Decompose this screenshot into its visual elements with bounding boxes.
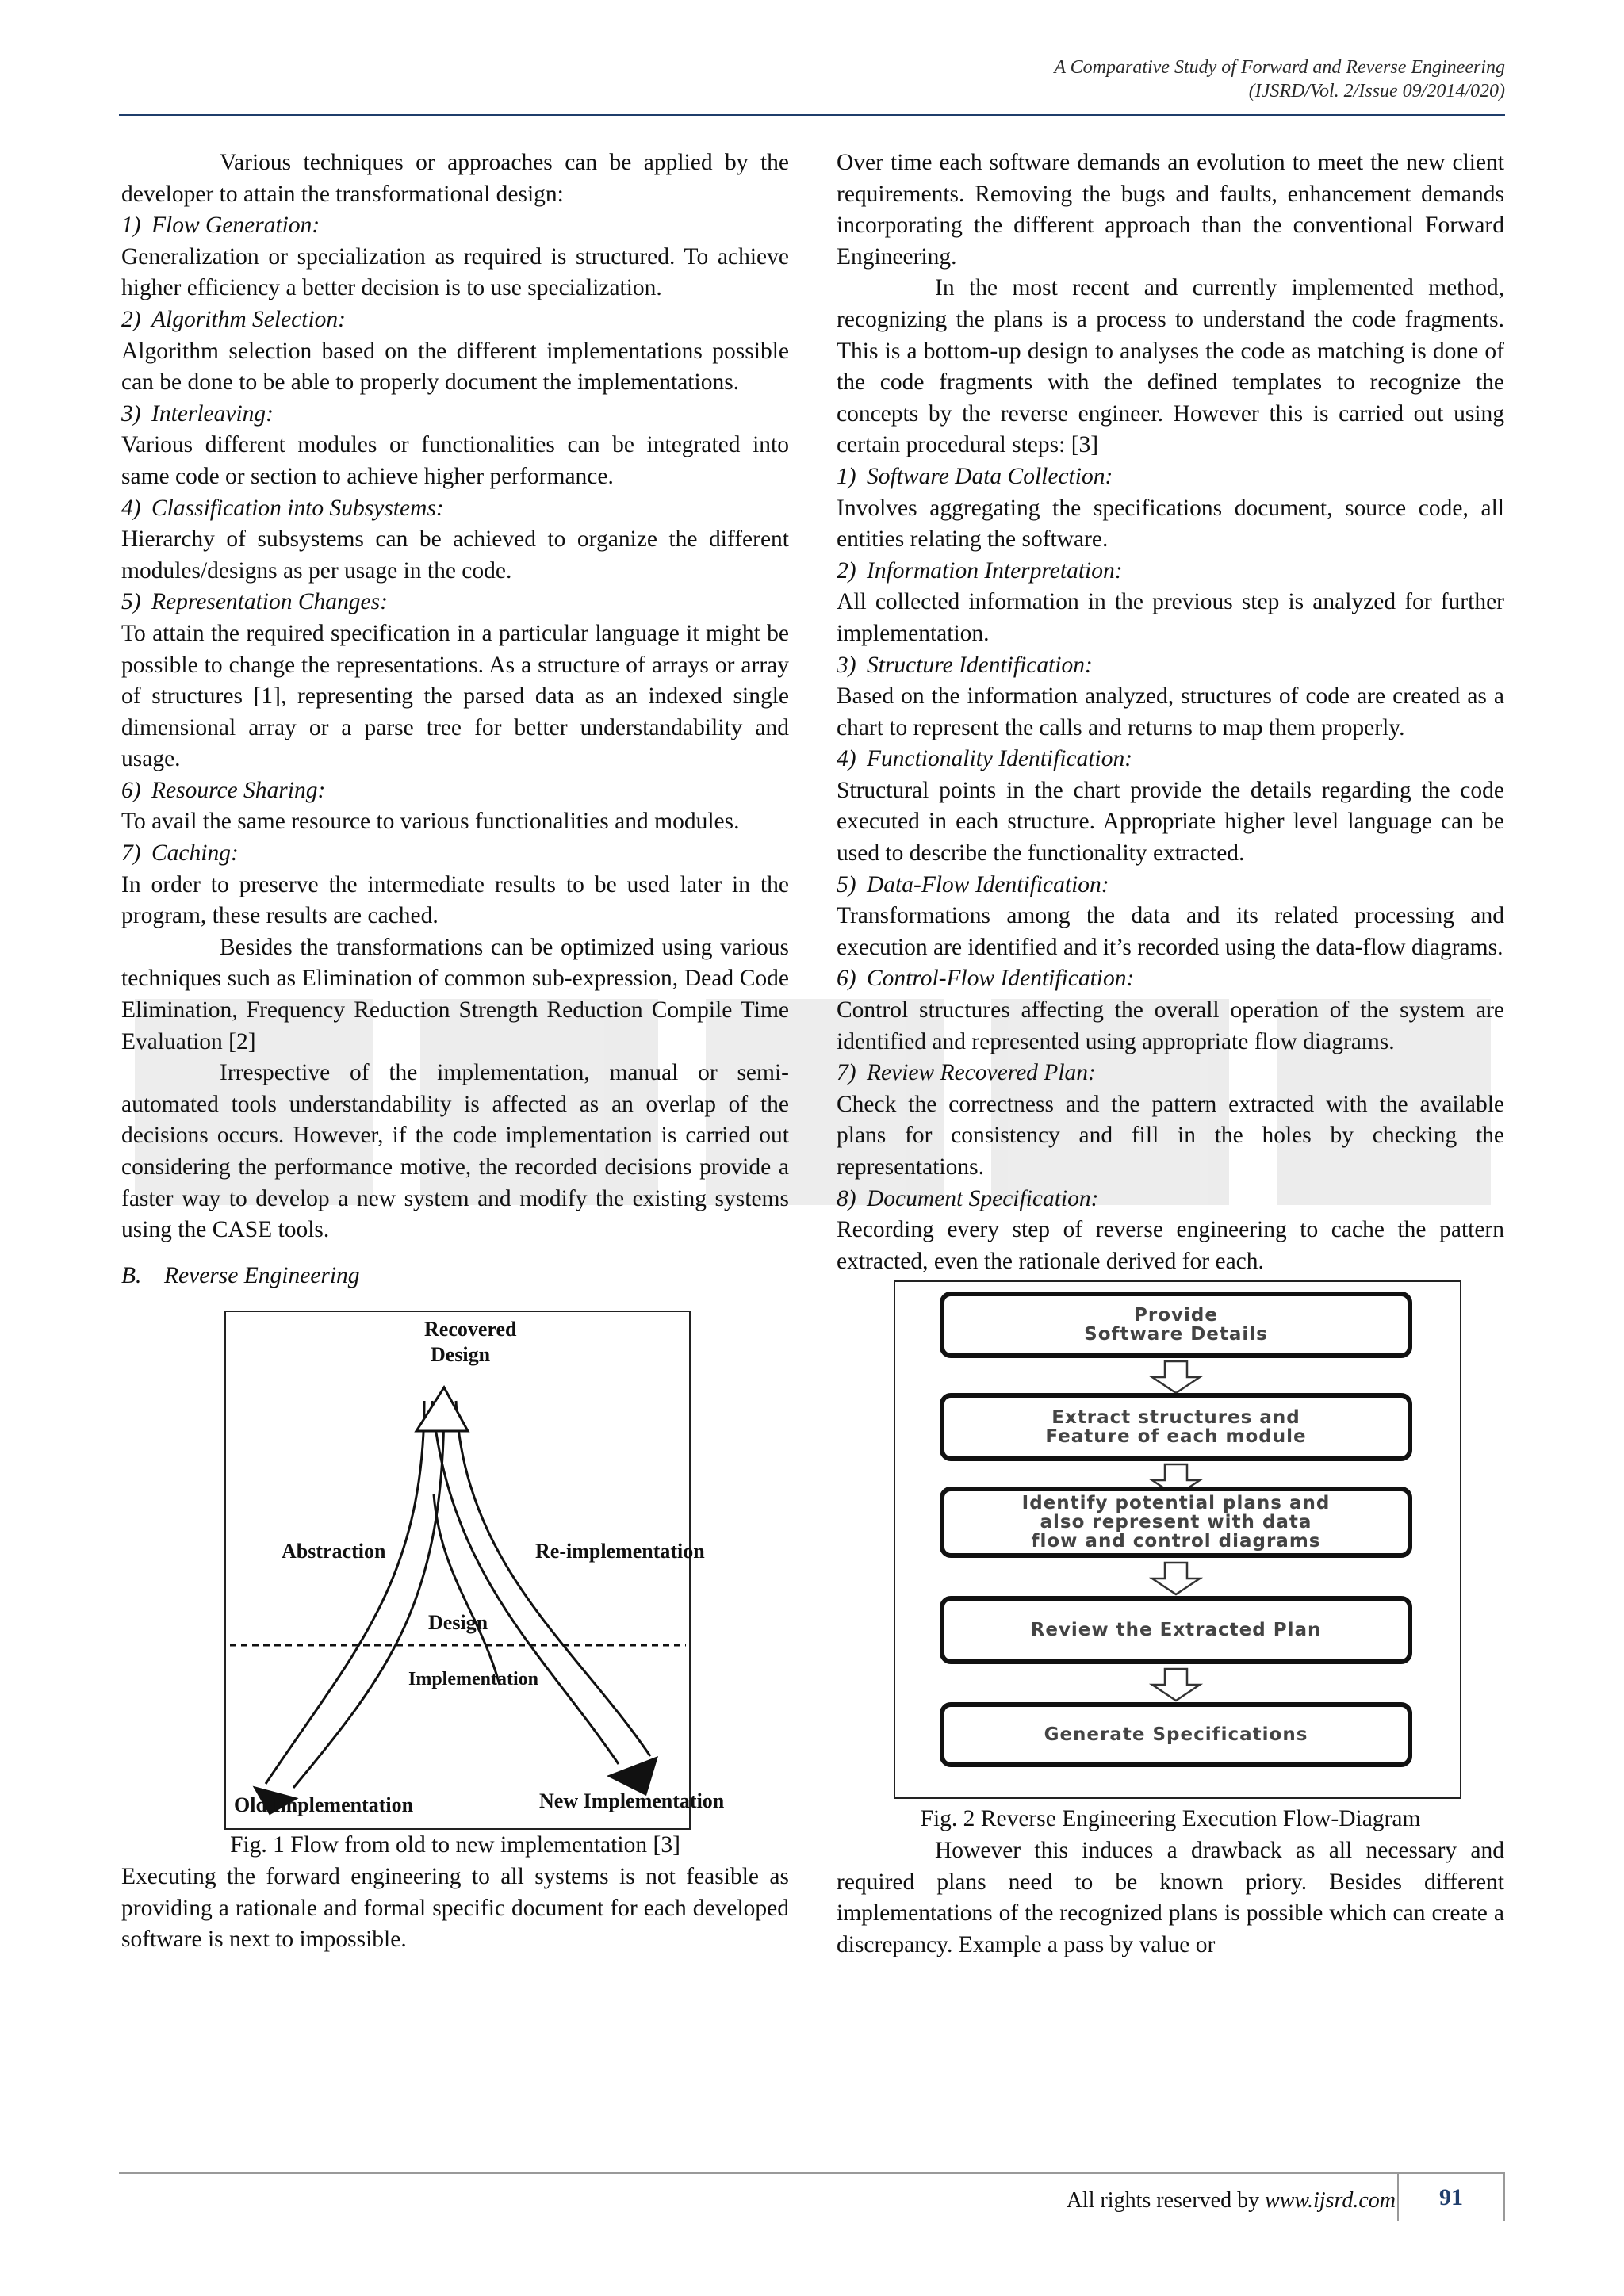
- flow-box-provide-details: Provide Software Details: [940, 1292, 1412, 1358]
- executing-paragraph: Executing the forward engineering to all systems is not feasible as providing a rationale and formal specific document for each developed software is next to impossible.: [121, 1863, 789, 1953]
- flow-box-extract-structures: Extract structures and Feature of each module: [940, 1393, 1412, 1461]
- body-paragraph: All collected information in the previous step is analyzed for further implementation.: [837, 589, 1504, 646]
- overtime-paragraph: Over time each software demands an evolution to meet the new client requirements. Removing the bugs and faults, enhancement demands incorporating the different approach than the conventional Forward Engineering.: [837, 150, 1504, 270]
- besides-paragraph: Besides the transformations can be optimized using various techniques such as Elimination of common sub-expression, Dead Code Elimination, Frequency Reduction Strength Reduction Compile Time Evaluation [2]: [121, 934, 789, 1054]
- flow-arrow-down-icon: [1147, 1667, 1205, 1702]
- irrespective-paragraph: Irrespective of the implementation, manual or semi-automated tools understandability is affected as an overlap of the decisions occurs. However, if the code implementation is carried out considering the performance motive, the recorded decisions provide a faster way to develop a new system and modify the existing systems using the CASE tools.: [121, 1060, 789, 1243]
- body-paragraph: Involves aggregating the specifications document, source code, all entities relating the software.: [837, 495, 1504, 553]
- subheading: 7) Review Recovered Plan:: [837, 1060, 1096, 1086]
- figure-2-caption: Fig. 2 Reverse Engineering Execution Flow-Diagram: [920, 1806, 1421, 1832]
- running-header: [119, 55, 1505, 116]
- footer-site-link[interactable]: www.ijsrd.com: [1265, 2188, 1396, 2213]
- body-paragraph: Structural points in the chart provide the details regarding the code executed in each structure. Appropriate higher level language can be used to describe the functionality extracted.: [837, 777, 1504, 867]
- figure-2: [894, 1280, 1461, 1799]
- subheading: 4) Functionality Identification:: [837, 746, 1133, 772]
- body-paragraph: Various different modules or functionalities can be integrated into same code or section to achieve higher performance.: [121, 432, 789, 489]
- fig1-label-reimplementation: Re-implementation: [535, 1540, 705, 1563]
- fig1-label-old-implementation: Old Implementation: [234, 1793, 414, 1817]
- body-paragraph: Check the correctness and the pattern extracted with the available plans for consistency and fill in the holes by checking the representations.: [837, 1091, 1504, 1180]
- subheading: 6) Control-Flow Identification:: [837, 966, 1135, 992]
- figure-1-caption: Fig. 1 Flow from old to new implementation [3]: [230, 1832, 680, 1858]
- subheading: 5) Data-Flow Identification:: [837, 871, 1109, 897]
- fig1-label-abstraction: Abstraction: [282, 1540, 386, 1563]
- fig1-label-design-mid: Design: [428, 1611, 488, 1635]
- fig1-label-implementation: Implementation: [408, 1669, 538, 1690]
- subheading: 5) Representation Changes:: [121, 589, 388, 615]
- body-paragraph: In order to preserve the intermediate results to be used later in the program, these results are cached.: [121, 871, 789, 929]
- flow-box-generate-specs: Generate Specifications: [940, 1702, 1412, 1767]
- body-paragraph: Transformations among the data and its related processing and execution are identified and it’s recorded using the data-flow diagrams.: [837, 903, 1504, 960]
- flow-arrow-down-icon: [1147, 1561, 1205, 1596]
- subheading: 4) Classification into Subsystems:: [121, 495, 444, 521]
- body-paragraph: Generalization or specialization as required is structured. To achieve higher efficiency a better decision is to use specialization.: [121, 243, 789, 301]
- body-paragraph: To attain the required specification in a particular language it might be possible to change the representations. As a structure of arrays or array of structures [1], representing the parsed data as an indexed single dimensional array or a parse tree for better understandability and usage.: [121, 620, 789, 772]
- header-journal: (IJSRD/Vol. 2/Issue 09/2014/020): [1248, 81, 1505, 101]
- right-column: [837, 147, 1504, 1961]
- left-column: [121, 147, 789, 1956]
- flow-box-review-plan: Review the Extracted Plan: [940, 1596, 1412, 1664]
- header-title: A Comparative Study of Forward and Reverse Engineering: [1054, 57, 1505, 78]
- recent-method-paragraph: In the most recent and currently implemented method, recognizing the plans is a process to understand the code fragments. This is a bottom-up design to analyses the code as matching is done of the code fragments with the defined templates to recognize the concepts by the reverse engineer. However this is carried out using certain procedural steps: [3]: [837, 275, 1504, 458]
- body-paragraph: To avail the same resource to various functionalities and modules.: [121, 809, 740, 835]
- subheading: 3) Interleaving:: [121, 400, 274, 427]
- subheading: 8) Document Specification:: [837, 1185, 1099, 1211]
- body-paragraph: Hierarchy of subsystems can be achieved to organize the different modules/designs as per usage in the code.: [121, 526, 789, 584]
- subheading: 1) Software Data Collection:: [837, 463, 1113, 489]
- footer-rights: All rights reserved by www.ijsrd.com: [1066, 2188, 1396, 2213]
- body-paragraph: Algorithm selection based on the different implementations possible can be done to be able to properly document the implementations.: [121, 338, 789, 396]
- page-number: 91: [1397, 2174, 1505, 2221]
- subheading: 2) Information Interpretation:: [837, 557, 1123, 584]
- fig1-label-new-implementation: New Implementation: [539, 1789, 725, 1813]
- subheading: 6) Resource Sharing:: [121, 777, 326, 803]
- page-footer: [119, 2172, 1505, 2221]
- fig1-label-design-top: Design: [431, 1343, 491, 1367]
- however-paragraph: However this induces a drawback as all necessary and required plans need to be known priory. Besides different implementations of the recognized plans is possible which can create a discrepancy. Example a pass by value or: [837, 1837, 1504, 1957]
- body-paragraph: Recording every step of reverse engineering to cache the pattern extracted, even the rationale derived for each.: [837, 1217, 1504, 1274]
- figure-1-diagram: [226, 1312, 725, 1828]
- figure-1: [224, 1311, 725, 1830]
- section-heading-reverse-engineering: B. Reverse Engineering: [121, 1262, 360, 1288]
- fig1-label-recovered: Recovered: [424, 1318, 517, 1341]
- subheading: 2) Algorithm Selection:: [121, 306, 346, 332]
- body-paragraph: Based on the information analyzed, structures of code are created as a chart to represent the calls and returns to map them properly.: [837, 683, 1504, 740]
- body-paragraph: Control structures affecting the overall operation of the system are identified and represented using appropriate flow diagrams.: [837, 997, 1504, 1054]
- subheading: 1) Flow Generation:: [121, 212, 320, 239]
- flow-box-identify-plans: Identify potential plans and also represent with data flow and control diagrams: [940, 1487, 1412, 1558]
- intro-paragraph: Various techniques or approaches can be applied by the developer to attain the transformational design:: [121, 150, 789, 207]
- subheading: 7) Caching:: [121, 840, 239, 867]
- flow-arrow-down-icon: [1147, 1360, 1205, 1395]
- subheading: 3) Structure Identification:: [837, 652, 1093, 678]
